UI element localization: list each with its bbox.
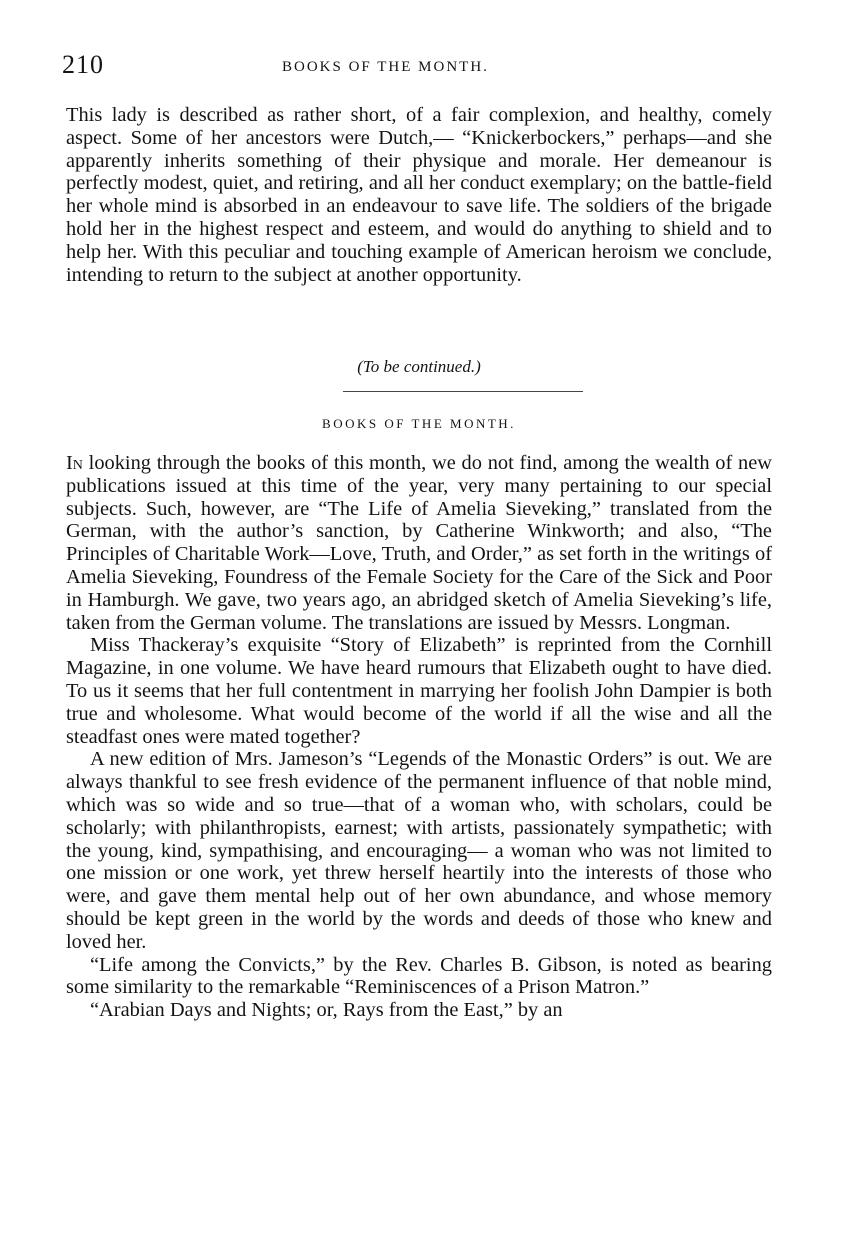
- paragraph-1: [66, 452, 772, 634]
- paragraph-1-text: looking through the books of this month, we do not find, among the wealth of new publications issued at this time of the year, very many pertaining to our special subjects. Such, however, are “The Life of Amelia Sieveking,” translated from the German, with the author’s sanction, by Catherine Winkworth; and also, “The Principles of Charitable Work—Love, Truth, and Order,” as set forth in the writings of Amelia Sieveking, Foundress of the Female Society for the Care of the Sick and Poor in Hamburgh. We gave, two years ago, an abridged sketch of Amelia Sieveking’s life, taken from the German volume. The translations are issued by Messrs. Longman.: [66, 452, 772, 634]
- continuation-text: This lady is described as rather short, of a fair complexion, and healthy, comely aspect. Some of her ancestors were Dutch,— “Knickerbockers,” perhaps—and she apparently inherits something of their physique and morale. Her demeanour is perfectly modest, quiet, and retiring, and all her conduct exemplary; on the battle-field her whole mind is absorbed in an endeavour to save life. The soldiers of the brigade hold her in the highest respect and esteem, and would do anything to shield and to help her. With this peculiar and touching example of American heroism we conclude, intending to return to the subject at another opportunity.: [66, 104, 772, 286]
- paragraph-2: Miss Thackeray’s exquisite “Story of Elizabeth” is reprinted from the Cornhill Magazine, in one volume. We have heard rumours that Elizabeth ought to have died. To us it seems that her full contentment in marrying her foolish John Dampier is both true and wholesome. What would become of the world if all the wise and all the steadfast ones were mated together?: [66, 634, 772, 748]
- paragraph-5: “Arabian Days and Nights; or, Rays from the East,” by an: [90, 999, 563, 1022]
- paragraph-3: A new edition of Mrs. Jameson’s “Legends of the Monastic Orders” is out. We are always thankful to see fresh evidence of the permanent influence of that noble mind, which was so wide and so true—that of a woman who, with scholars, could be scholarly; with philanthropists, earnest; with artists, passionately sympathetic; with the young, kind, sympathising, and encouraging— a woman who was not limited to one mission or one work, yet threw herself heartily into the interests of those who were, and gave them mental help out of her own abundance, and whose memory should be kept green in the world by the words and deeds of those who knew and loved her.: [66, 748, 772, 953]
- section-title: BOOKS OF THE MONTH.: [322, 416, 516, 431]
- drop-word: In: [66, 452, 83, 474]
- section-divider: [343, 391, 583, 392]
- running-title: BOOKS OF THE MONTH.: [282, 59, 489, 75]
- article-body: [66, 452, 772, 1022]
- paragraph-4: “Life among the Convicts,” by the Rev. Charles B. Gibson, is noted as bearing some similarity to the remarkable “Reminiscences of a Prison Matron.”: [66, 953, 772, 999]
- page-number: 210: [62, 50, 104, 79]
- to-be-continued-note: (To be continued.): [357, 357, 481, 376]
- page-header: [62, 50, 772, 84]
- continuation-paragraph: [66, 104, 772, 286]
